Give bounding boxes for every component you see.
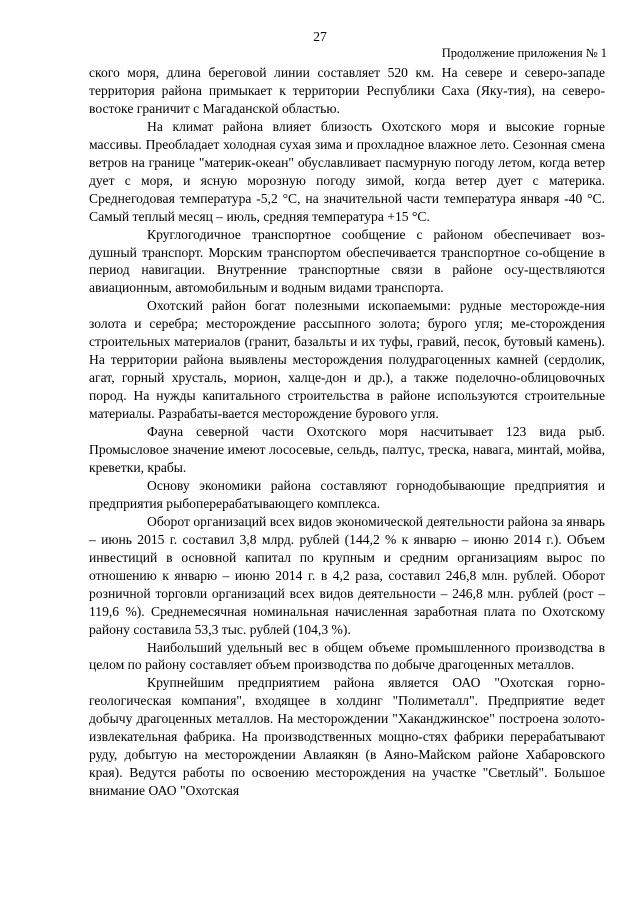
paragraph-minerals: Охотский район богат полезными ископаемыми: рудные месторожде-ния золота и серебра; месторождение рассыпного золота; бурого угля; ме-сторождения строительных материалов (гранит, базальты и их туфы, гравий, песок, бутовый камень). На территории района выявлены месторождения полудрагоценных камней (сердолик, агат, горный хрусталь, морион, халце-дон и др.), а также поделочно-облицовочных пород. На нужды капитального строительства в районе используются строительные материалы. Разрабаты-вается месторождение бурового угля. bbox=[89, 298, 605, 422]
paragraph-geography: ского моря, длина береговой линии составляет 520 км. На севере и северо-западе территория района примыкает к территории Республики Саха (Яку-тия), на северо-востоке граничит с Магаданской областью. bbox=[89, 65, 605, 116]
paragraph-transport: Круглогодичное транспортное сообщение с районом обеспечивает воз-душный транспорт. Морским транспортом обеспечивается транспортное со-общение в период навигации. Внутренние транспортные связи в районе осу-ществляются авиационным, автомобильным и водным видами транспорта. bbox=[89, 226, 605, 296]
document-body bbox=[89, 64, 605, 800]
paragraph-fauna: Фауна северной части Охотского моря насчитывает 123 вида рыб. Промысловое значение имеют лососевые, сельдь, палтус, треска, навага, минтай, мойва, креветки, крабы. bbox=[89, 424, 605, 475]
paragraph-industry-share: Наибольший удельный вес в общем объеме промышленного производства в целом по району составляет объем производства по добыче драгоценных металлов. bbox=[89, 639, 605, 673]
page-number: 27 bbox=[313, 29, 327, 44]
paragraph-economy: Основу экономики района составляют горнодобывающие предприятия и предприятия рыбоперерабатывающего комплекса. bbox=[89, 477, 605, 511]
paragraph-turnover: Оборот организаций всех видов экономической деятельности района за январь – июнь 2015 г. составил 3,8 млрд. рублей (144,2 % к январю – июню 2014 г.). Объем инвестиций в основной капитал по крупным и средним организациям вырос по отношению к январю – июню 2014 г. в 4,2 раза, составил 246,8 млн. рублей. Оборот розничной торговли организаций всех видов деятельности – 246,8 млн. рублей (рост – 119,6 %). Среднемесячная номинальная начисленная заработная плата по Охотскому району составила 53,3 тыс. рублей (104,3 %). bbox=[89, 513, 605, 637]
continuation-note: Продолжение приложения № 1 bbox=[441, 46, 607, 60]
paragraph-largest-enterprise: Крупнейшим предприятием района является ОАО "Охотская горно-геологическая компания", входящее в холдинг "Полиметалл". Предприятие ведет добычу драгоценных металлов. На месторождении "Хаканджинское" построена золото-извлекательная фабрика. На производственных мощно-стях фабрики перерабатывают руду, добытую на месторождении Авлаякян (в Аяно-Майском районе Хабаровского края). Ведутся работы по освоению месторождения на участке "Светлый". Большое внимание ОАО "Охотская bbox=[89, 675, 605, 799]
paragraph-climate: На климат района влияет близость Охотского моря и высокие горные массивы. Преобладает холодная сухая зима и прохладное влажное лето. Сезонная смена ветров на границе "материк-океан" обуславливает пасмурную погоду летом, когда ветер дует с моря, и ясную морозную погоду зимой, когда ветер дует с материка. Среднегодовая температура -5,2 °С, на значительной части температура января -40 °С. Самый теплый месяц – июль, средняя температура +15 °С. bbox=[89, 118, 605, 224]
